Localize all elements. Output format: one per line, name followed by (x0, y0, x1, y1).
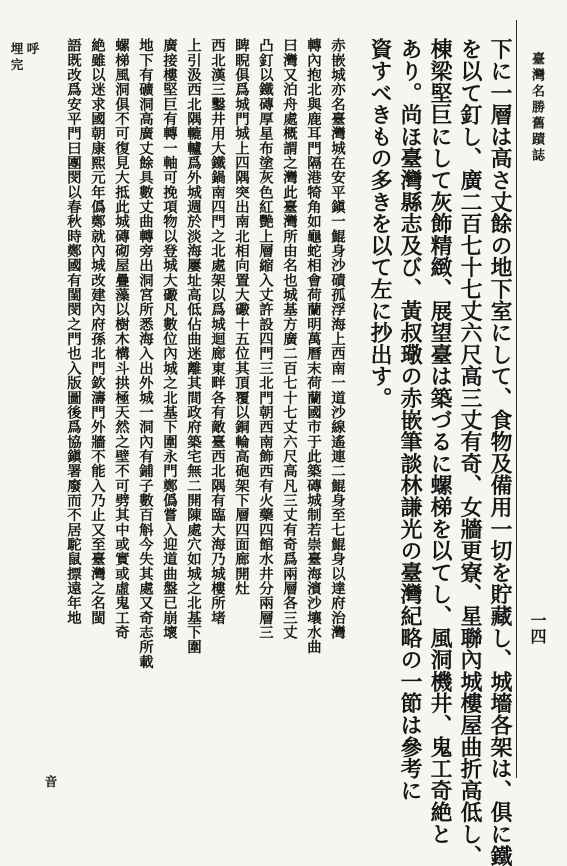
quote-column-5: 睥睨俱爲城門城上四隅突出南北相向置大礮十五位其頂覆以銅輪高砲架下層四面廊開灶 (233, 38, 250, 596)
corner-note-1: 音 (43, 775, 58, 788)
main-text-column-4: あり。尚ほ臺灣縣志及び、黃叔璥の赤嵌筆談林謙光の臺灣紀略の一節は參考に (397, 38, 422, 801)
quote-column-9: 地下有礦洞高廣丈餘具數丈曲轉旁出洞宮所悉海入出外城一洞內有鋪子數百斛今失其處又奇志所載 (137, 38, 154, 669)
main-text-column-5: 資すべきもの多きを以て左に抄出す。 (367, 38, 392, 409)
main-text-column-3: 棟梁堅巨にして灰飾精緻、展望臺は築づるに螺梯を以てし、風洞機井、鬼工奇絶と (427, 38, 452, 845)
quote-column-7: 上引汲西北隅轆轤爲外城週於淡海屢址高低佔曲迷離其間政府築宅無二開陳處穴如城之北基下圍 (185, 38, 202, 655)
main-text-column-2: を以て釘し、廣二百七十七丈六尺高三丈有奇、女牆更寮、星聯內城樓屋曲折高低し、 (457, 38, 482, 866)
running-header-title: 臺灣名勝舊蹟誌 (529, 52, 544, 164)
quote-column-6: 西北漢三鑿井用大鐵鍋南四門之北處架以爲城迴廊東畔各有敵臺西北隅有臨大海乃城樓所堵 (209, 38, 226, 625)
page-number: 一四 (528, 612, 547, 644)
header-divider-line (516, 20, 517, 778)
quote-column-4: 凸釘以鐵磚厚星布塗灰色紅艷上層縮入丈許設四門三北門朝西南飾西有火藥四館水井分兩層三 (257, 38, 274, 640)
corner-note-2: 呼 (25, 42, 40, 55)
quote-column-11: 絶雖以迷求國朝康熙元年僞鄭就內城改建內府孫北門欽濤門外牆不能入乃止又至臺灣之名閩 (89, 38, 106, 625)
corner-note-4: 完 (9, 58, 24, 71)
main-text-column-1: 下に一層は高さ丈餘の地下室にして、食物及備用一切を貯藏し、城墻各架は、俱に鐵 (487, 38, 512, 866)
quote-column-2: 轉內抱北與鹿耳門隔港犄角如龜蛇相會荷蘭明萬曆末荷蘭國市于此築磚城制若崇臺海濱沙壤水曲 (305, 38, 322, 655)
quote-column-3: 曰灣又泊舟處概謂之灣此臺灣所由名也城基方廣二百七十七丈六尺高凡三丈有奇爲兩層各三丈 (281, 38, 298, 640)
quote-column-10: 螺梯風洞俱不可復見大抵此城磚砌屋疊藻以樹木構斗拱極天然之壁不可劈其中或實或虛鬼工奇 (113, 38, 130, 640)
quote-column-12: 語既改爲安平門曰團閔以春秋時鄭國有閨閔之門也入版圖後爲協鎭署廢而不居駝鼠摽遠年地 (65, 38, 82, 625)
quote-column-1: 赤嵌城亦名臺灣城在安平鎭一鯤身沙磧孤浮海上西南一道沙線遙連二鯤身至七鯤身以達府治灣 (329, 38, 346, 640)
quote-column-8: 廣接樓堅巨有轉一軸可挽項物以登城大礮凡數位內城之北基下圍永門鄭僞嘗入迎道曲盤已崩壞 (161, 38, 178, 640)
corner-note-3: 埋 (9, 42, 24, 55)
